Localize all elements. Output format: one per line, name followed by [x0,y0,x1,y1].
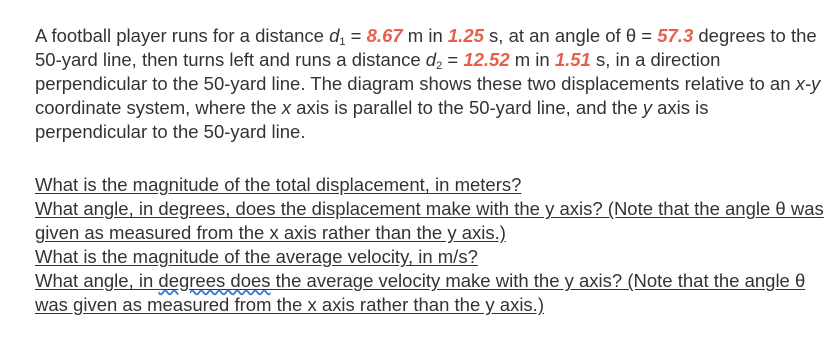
text: What angle, in [35,270,159,291]
text: axis is parallel to the 50-yard line, and the [291,97,643,118]
var-xy: x-y [795,73,821,94]
text: degrees to the 50-yard line, then turns left and runs a distance [35,25,817,70]
value-d1: 8.67 [366,25,403,46]
text: axis is perpendicular to the 50-yard line. [35,97,709,142]
var-d2: d [425,49,437,70]
text: m in [402,25,448,46]
document-body [35,24,825,317]
var-d1: d [329,25,340,46]
theta-symbol: θ [625,25,637,46]
text: = [345,25,367,46]
text: s, in a direction perpendicular to the 50-yard line. The diagram shows these two displacements relative to an [35,49,796,94]
text: = [442,49,464,70]
problem-statement [35,24,825,144]
text: = [636,25,658,46]
sub-1: 1 [339,36,346,48]
text: the average velocity make with the y axis? (Note that the angle θ was given as measured from the x axis rather than the y axis.) [35,270,806,315]
value-theta: 57.3 [657,25,694,46]
question-4 [35,269,825,317]
value-d2: 12.52 [463,49,510,70]
question-3: What is the magnitude of the average velocity, in m/s? [35,246,478,267]
var-x: x [281,97,292,118]
spacer [35,144,825,173]
var-y: y [642,97,652,118]
text: A football player runs for a distance [35,25,330,46]
question-1: What is the magnitude of the total displacement, in meters? [35,174,522,195]
question-2: What angle, in degrees, does the displacement make with the y axis? (Note that the angle θ was given as measured from the x axis rather than the y axis.) [35,198,824,243]
sub-2: 2 [436,60,443,72]
spellcheck-flag: degrees does [158,270,271,291]
value-t1: 1.25 [447,25,484,46]
text: s, at an angle of [483,25,626,46]
text: coordinate system, where the [35,97,282,118]
value-t2: 1.51 [554,49,591,70]
text: m in [509,49,555,70]
